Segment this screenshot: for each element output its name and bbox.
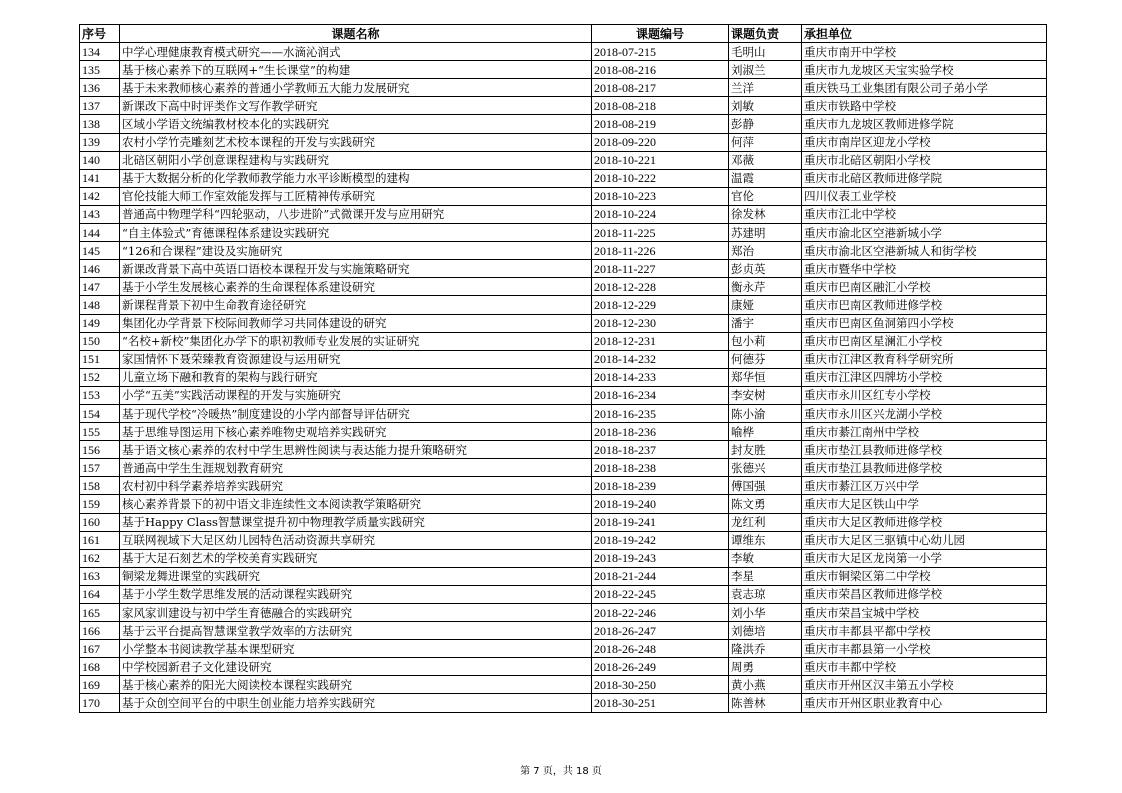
cell-code: 2018-26-247: [592, 622, 729, 640]
cell-lead: 李敏: [729, 549, 802, 567]
cell-unit: 重庆市垫江县教师进修学校: [802, 441, 1047, 459]
cell-code: 2018-19-240: [592, 495, 729, 513]
cell-no: 135: [80, 61, 120, 79]
header-no: 序号: [80, 25, 120, 43]
cell-no: 165: [80, 604, 120, 622]
cell-code: 2018-19-241: [592, 513, 729, 531]
header-name: 课题名称: [120, 25, 592, 43]
cell-unit: 重庆市永川区兴龙湖小学校: [802, 404, 1047, 422]
cell-no: 156: [80, 441, 120, 459]
cell-no: 151: [80, 350, 120, 368]
cell-no: 157: [80, 459, 120, 477]
cell-no: 142: [80, 187, 120, 205]
cell-name: 区域小学语文统编教材校本化的实践研究: [120, 115, 592, 133]
project-table: [79, 24, 1047, 713]
table-row: [80, 386, 1047, 404]
cell-lead: 苏建明: [729, 224, 802, 242]
cell-unit: 重庆市开州区职业教育中心: [802, 694, 1047, 712]
cell-name: 儿童立场下融和教育的架构与践行研究: [120, 368, 592, 386]
cell-name: 新课程背景下初中生命教育途径研究: [120, 296, 592, 314]
cell-code: 2018-19-242: [592, 531, 729, 549]
cell-no: 168: [80, 658, 120, 676]
cell-code: 2018-12-229: [592, 296, 729, 314]
cell-unit: 重庆市綦江南州中学校: [802, 423, 1047, 441]
cell-lead: 康娅: [729, 296, 802, 314]
cell-code: 2018-10-221: [592, 151, 729, 169]
cell-unit: 重庆市大足区教师进修学校: [802, 513, 1047, 531]
cell-code: 2018-30-251: [592, 694, 729, 712]
cell-name: 基于众创空间平台的中职生创业能力培养实践研究: [120, 694, 592, 712]
cell-no: 162: [80, 549, 120, 567]
cell-name: 小学整本书阅读教学基本课型研究: [120, 640, 592, 658]
cell-name: “自主体验式”育德课程体系建设实践研究: [120, 224, 592, 242]
cell-code: 2018-14-233: [592, 368, 729, 386]
cell-code: 2018-07-215: [592, 43, 729, 61]
cell-name: 中学校园新君子文化建设研究: [120, 658, 592, 676]
cell-code: 2018-10-224: [592, 205, 729, 223]
cell-unit: 重庆市荣昌宝城中学校: [802, 604, 1047, 622]
cell-no: 153: [80, 386, 120, 404]
cell-name: 基于云平台提高智慧课堂教学效率的方法研究: [120, 622, 592, 640]
cell-lead: 刘淑兰: [729, 61, 802, 79]
table-row: [80, 676, 1047, 694]
cell-code: 2018-19-243: [592, 549, 729, 567]
cell-code: 2018-08-219: [592, 115, 729, 133]
cell-name: 基于核心素养的阳光大阅读校本课程实践研究: [120, 676, 592, 694]
cell-name: 农村初中科学素养培养实践研究: [120, 477, 592, 495]
cell-unit: 四川仪表工业学校: [802, 187, 1047, 205]
cell-unit: 重庆市永川区红专小学校: [802, 386, 1047, 404]
cell-lead: 包小莉: [729, 332, 802, 350]
cell-lead: 郑华恒: [729, 368, 802, 386]
cell-lead: 陈小渝: [729, 404, 802, 422]
cell-name: 基于小学生发展核心素养的生命课程体系建设研究: [120, 278, 592, 296]
cell-no: 160: [80, 513, 120, 531]
header-unit: 承担单位: [802, 25, 1047, 43]
cell-no: 143: [80, 205, 120, 223]
table-row: [80, 477, 1047, 495]
table-row: [80, 296, 1047, 314]
cell-no: 146: [80, 260, 120, 278]
cell-unit: 重庆市暨华中学校: [802, 260, 1047, 278]
cell-lead: 郑治: [729, 242, 802, 260]
cell-unit: 重庆市巴南区融汇小学校: [802, 278, 1047, 296]
cell-name: 普通高中物理学科“四轮驱动，八步进阶”式微课开发与应用研究: [120, 205, 592, 223]
table-row: [80, 531, 1047, 549]
cell-name: 基于大数据分析的化学教师教学能力水平诊断模型的建构: [120, 169, 592, 187]
cell-code: 2018-14-232: [592, 350, 729, 368]
table-row: [80, 205, 1047, 223]
cell-no: 141: [80, 169, 120, 187]
cell-code: 2018-21-244: [592, 567, 729, 585]
cell-no: 167: [80, 640, 120, 658]
cell-lead: 陈文勇: [729, 495, 802, 513]
cell-unit: 重庆市大足区三驱镇中心幼儿园: [802, 531, 1047, 549]
cell-code: 2018-11-225: [592, 224, 729, 242]
table-row: [80, 133, 1047, 151]
cell-unit: 重庆市丰都中学校: [802, 658, 1047, 676]
cell-lead: 袁志琼: [729, 585, 802, 603]
table-row: [80, 604, 1047, 622]
cell-unit: 重庆市大足区铁山中学: [802, 495, 1047, 513]
cell-lead: 潘宇: [729, 314, 802, 332]
cell-name: 家风家训建设与初中学生育德融合的实践研究: [120, 604, 592, 622]
cell-unit: 重庆市巴南区星澜汇小学校: [802, 332, 1047, 350]
cell-no: 155: [80, 423, 120, 441]
cell-name: “126和合课程”建设及实施研究: [120, 242, 592, 260]
cell-lead: 谭维东: [729, 531, 802, 549]
table-row: [80, 567, 1047, 585]
cell-lead: 隆洪乔: [729, 640, 802, 658]
table-row: [80, 169, 1047, 187]
cell-code: 2018-08-217: [592, 79, 729, 97]
cell-no: 144: [80, 224, 120, 242]
table-row: [80, 61, 1047, 79]
cell-code: 2018-12-231: [592, 332, 729, 350]
cell-no: 137: [80, 97, 120, 115]
cell-name: 基于大足石刻艺术的学校美育实践研究: [120, 549, 592, 567]
cell-name: 基于小学生数学思维发展的活动课程实践研究: [120, 585, 592, 603]
cell-no: 147: [80, 278, 120, 296]
cell-unit: 重庆市丰都县第一小学校: [802, 640, 1047, 658]
cell-lead: 何萍: [729, 133, 802, 151]
cell-lead: 毛明山: [729, 43, 802, 61]
cell-name: 农村小学竹壳雕刻艺术校本课程的开发与实践研究: [120, 133, 592, 151]
cell-no: 158: [80, 477, 120, 495]
cell-unit: 重庆市开州区汉丰第五小学校: [802, 676, 1047, 694]
cell-lead: 傅国强: [729, 477, 802, 495]
table-row: [80, 79, 1047, 97]
cell-unit: 重庆市巴南区鱼洞第四小学校: [802, 314, 1047, 332]
cell-code: 2018-18-237: [592, 441, 729, 459]
table-row: [80, 423, 1047, 441]
table-row: [80, 459, 1047, 477]
table-row: [80, 640, 1047, 658]
cell-unit: 重庆市铁路中学校: [802, 97, 1047, 115]
cell-no: 149: [80, 314, 120, 332]
cell-lead: 彭静: [729, 115, 802, 133]
cell-code: 2018-08-218: [592, 97, 729, 115]
table-row: [80, 224, 1047, 242]
table-row: [80, 278, 1047, 296]
cell-lead: 刘小华: [729, 604, 802, 622]
table-row: [80, 622, 1047, 640]
page-footer: 第 7 页，共 18 页: [520, 766, 602, 777]
cell-name: 铜梁龙舞进课堂的实践研究: [120, 567, 592, 585]
cell-name: 家国情怀下聂荣臻教育资源建设与运用研究: [120, 350, 592, 368]
cell-code: 2018-22-245: [592, 585, 729, 603]
cell-name: 新课改下高中时评类作文写作教学研究: [120, 97, 592, 115]
header-code: 课题编号: [592, 25, 729, 43]
cell-code: 2018-08-216: [592, 61, 729, 79]
cell-lead: 彭贞英: [729, 260, 802, 278]
cell-code: 2018-12-228: [592, 278, 729, 296]
cell-no: 159: [80, 495, 120, 513]
cell-unit: 重庆市南岸区迎龙小学校: [802, 133, 1047, 151]
table-row: [80, 658, 1047, 676]
cell-lead: 衡永芹: [729, 278, 802, 296]
table-row: [80, 495, 1047, 513]
cell-unit: 重庆市荣昌区教师进修学校: [802, 585, 1047, 603]
table-body: [80, 43, 1047, 712]
cell-unit: 重庆市丰都县平都中学校: [802, 622, 1047, 640]
cell-lead: 喻桦: [729, 423, 802, 441]
cell-code: 2018-26-249: [592, 658, 729, 676]
cell-no: 150: [80, 332, 120, 350]
cell-code: 2018-16-234: [592, 386, 729, 404]
cell-no: 134: [80, 43, 120, 61]
cell-code: 2018-11-226: [592, 242, 729, 260]
cell-name: 基于语文核心素养的农村中学生思辨性阅读与表达能力提升策略研究: [120, 441, 592, 459]
table-row: [80, 260, 1047, 278]
header-row: [80, 25, 1047, 43]
table-row: [80, 332, 1047, 350]
cell-name: 北碚区朝阳小学创意课程建构与实践研究: [120, 151, 592, 169]
table-row: [80, 441, 1047, 459]
cell-name: 小学“五美”实践活动课程的开发与实施研究: [120, 386, 592, 404]
cell-unit: 重庆市大足区龙岗第一小学: [802, 549, 1047, 567]
cell-unit: 重庆市垫江县教师进修学校: [802, 459, 1047, 477]
cell-code: 2018-18-239: [592, 477, 729, 495]
cell-unit: 重庆市九龙坡区教师进修学院: [802, 115, 1047, 133]
cell-lead: 封友胜: [729, 441, 802, 459]
cell-code: 2018-11-227: [592, 260, 729, 278]
cell-lead: 陈善林: [729, 694, 802, 712]
cell-lead: 龙红利: [729, 513, 802, 531]
cell-lead: 徐发林: [729, 205, 802, 223]
cell-lead: 官伦: [729, 187, 802, 205]
cell-no: 152: [80, 368, 120, 386]
cell-name: 新课改背景下高中英语口语校本课程开发与实施策略研究: [120, 260, 592, 278]
cell-lead: 温霞: [729, 169, 802, 187]
cell-lead: 兰洋: [729, 79, 802, 97]
cell-name: 官伦技能大师工作室效能发挥与工匠精神传承研究: [120, 187, 592, 205]
cell-code: 2018-16-235: [592, 404, 729, 422]
cell-name: 基于思维导图运用下核心素养唯物史观培养实践研究: [120, 423, 592, 441]
cell-lead: 何德芬: [729, 350, 802, 368]
cell-name: 基于核心素养下的互联网+“生长课堂”的构建: [120, 61, 592, 79]
table-row: [80, 549, 1047, 567]
cell-unit: 重庆市江津区四牌坊小学校: [802, 368, 1047, 386]
cell-lead: 张德兴: [729, 459, 802, 477]
table-row: [80, 242, 1047, 260]
cell-code: 2018-22-246: [592, 604, 729, 622]
cell-no: 169: [80, 676, 120, 694]
cell-code: 2018-10-222: [592, 169, 729, 187]
cell-no: 163: [80, 567, 120, 585]
cell-unit: 重庆市綦江区万兴中学: [802, 477, 1047, 495]
cell-unit: 重庆市渝北区空港新城小学: [802, 224, 1047, 242]
cell-lead: 李安树: [729, 386, 802, 404]
cell-no: 164: [80, 585, 120, 603]
cell-name: 普通高中学生生涯规划教育研究: [120, 459, 592, 477]
table-row: [80, 350, 1047, 368]
table-row: [80, 585, 1047, 603]
cell-name: 基于现代学校“冷暖热”制度建设的小学内部督导评估研究: [120, 404, 592, 422]
table-row: [80, 368, 1047, 386]
cell-unit: 重庆市铜梁区第二中学校: [802, 567, 1047, 585]
cell-unit: 重庆市北碚区朝阳小学校: [802, 151, 1047, 169]
cell-no: 140: [80, 151, 120, 169]
table-row: [80, 43, 1047, 61]
cell-no: 136: [80, 79, 120, 97]
header-lead: 课题负责: [729, 25, 802, 43]
table-row: [80, 404, 1047, 422]
cell-lead: 刘敏: [729, 97, 802, 115]
table-row: [80, 694, 1047, 712]
table-row: [80, 314, 1047, 332]
cell-code: 2018-26-248: [592, 640, 729, 658]
table-row: [80, 187, 1047, 205]
cell-name: “名校+新校”集团化办学下的职初教师专业发展的实证研究: [120, 332, 592, 350]
cell-name: 互联网视域下大足区幼儿园特色活动资源共享研究: [120, 531, 592, 549]
cell-no: 145: [80, 242, 120, 260]
cell-lead: 李星: [729, 567, 802, 585]
cell-unit: 重庆市渝北区空港新城人和街学校: [802, 242, 1047, 260]
cell-lead: 刘德培: [729, 622, 802, 640]
cell-code: 2018-12-230: [592, 314, 729, 332]
cell-no: 161: [80, 531, 120, 549]
cell-name: 中学心理健康教育模式研究——水滴沁润式: [120, 43, 592, 61]
cell-unit: 重庆铁马工业集团有限公司子弟小学: [802, 79, 1047, 97]
table-row: [80, 97, 1047, 115]
table-row: [80, 513, 1047, 531]
cell-code: 2018-10-223: [592, 187, 729, 205]
cell-no: 148: [80, 296, 120, 314]
cell-unit: 重庆市江北中学校: [802, 205, 1047, 223]
cell-unit: 重庆市北碚区教师进修学院: [802, 169, 1047, 187]
cell-unit: 重庆市南开中学校: [802, 43, 1047, 61]
cell-code: 2018-30-250: [592, 676, 729, 694]
cell-name: 基于Happy Class智慧课堂提升初中物理教学质量实践研究: [120, 513, 592, 531]
cell-lead: 周勇: [729, 658, 802, 676]
cell-no: 138: [80, 115, 120, 133]
cell-unit: 重庆市江津区教育科学研究所: [802, 350, 1047, 368]
cell-name: 集团化办学背景下校际间教师学习共同体建设的研究: [120, 314, 592, 332]
cell-code: 2018-09-220: [592, 133, 729, 151]
cell-lead: 黄小燕: [729, 676, 802, 694]
cell-no: 154: [80, 404, 120, 422]
cell-name: 基于未来教师核心素养的普通小学教师五大能力发展研究: [120, 79, 592, 97]
cell-unit: 重庆市巴南区教师进修学校: [802, 296, 1047, 314]
cell-lead: 邓薇: [729, 151, 802, 169]
cell-no: 170: [80, 694, 120, 712]
table-row: [80, 151, 1047, 169]
cell-unit: 重庆市九龙坡区天宝实验学校: [802, 61, 1047, 79]
cell-no: 166: [80, 622, 120, 640]
table-row: [80, 115, 1047, 133]
cell-code: 2018-18-236: [592, 423, 729, 441]
cell-code: 2018-18-238: [592, 459, 729, 477]
cell-name: 核心素养背景下的初中语文非连续性文本阅读教学策略研究: [120, 495, 592, 513]
cell-no: 139: [80, 133, 120, 151]
